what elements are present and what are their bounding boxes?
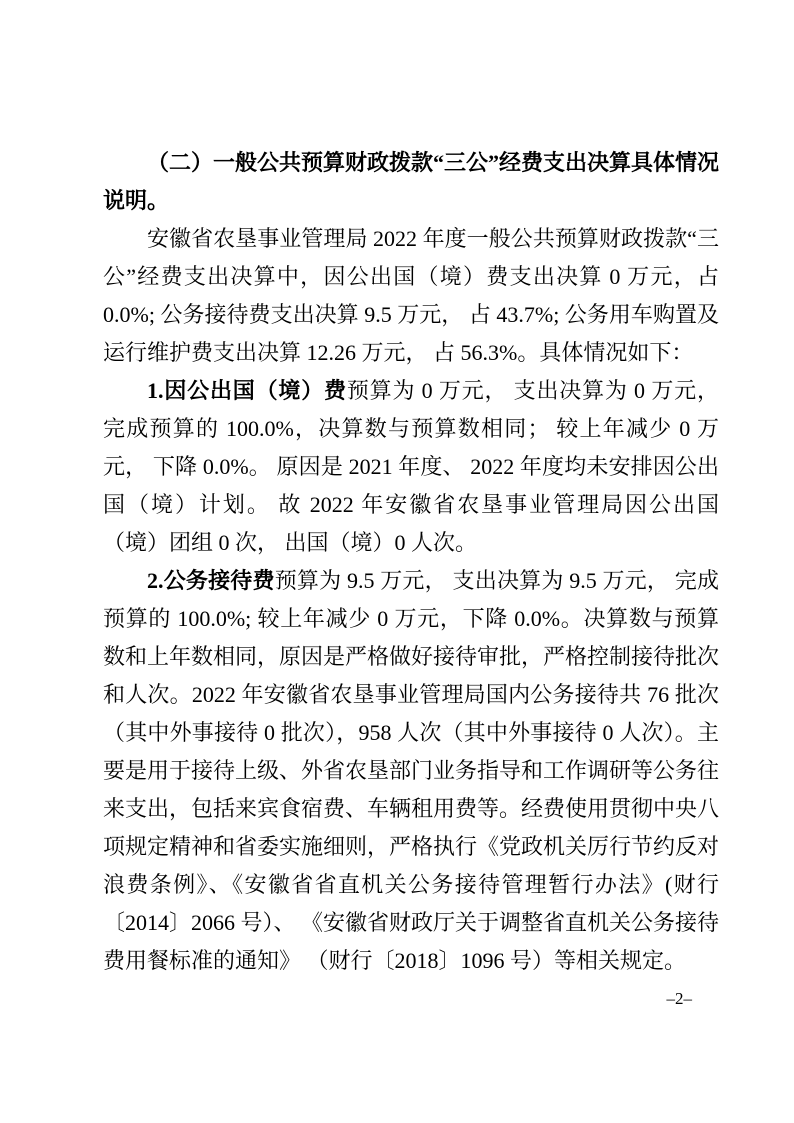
section-heading: （二）一般公共预算财政拨款“三公”经费支出决算具体情况说明。 <box>103 150 720 213</box>
paragraph-summary <box>103 220 719 372</box>
paragraph-text: 预算为 0 万元， 支出决算为 0 万元， 完成预算的 100.0%，决算数与预算数相同； 较上年减少 0 万元， 下降 0.0%。 原因是 2021 年度、 2022 年度均未安排因公出国（境）计划。 故 2022 年安徽省农垦事业管理局因公出国（境）团组 0 次， 出国（境）0 人次。 <box>103 378 719 555</box>
paragraph-item-2 <box>103 562 719 980</box>
paragraph-lead-bold: 2.公务接待费 <box>147 568 275 593</box>
paragraph-text: 预算为 9.5 万元， 支出决算为 9.5 万元， 完成预算的 100.0%; 较上年减少 0 万元，下降 0.0%。决算数与预算数和上年数相同，原因是严格做好接待审批，严格控制接待批次和人次。2022 年安徽省农垦事业管理局国内公务接待共 76 批次（其中外事接待 0 批次），958 人次（其中外事接待 0 人次）。主要是用于接待上级、外省农垦部门业务指导和工作调研等公务往来支出，包括来宾食宿费、车辆租用费等。经费使用贯彻中央八项规定精神和省委实施细则，严格执行《党政机关厉行节约反对浪费条例》、《安徽省省直机关公务接待管理暂行办法》(财行〔2014〕2066 号）、 《安徽省财政厅关于调整省直机关公务接待费用餐标准的通知》 （财行〔2018〕1096 号）等相关规定。 <box>103 568 720 973</box>
document-body <box>103 144 719 980</box>
paragraph-text: 安徽省农垦事业管理局 2022 年度一般公共预算财政拨款“三公”经费支出决算中，因公出国（境）费支出决算 0 万元，占 0.0%; 公务接待费支出决算 9.5 万元， 占 43.7%; 公务用车购置及运行维护费支出决算 12.26 万元， 占 56.3%。具体情况如下： <box>103 226 719 365</box>
paragraph-lead-bold: 1.因公出国（境）费 <box>147 378 347 403</box>
page-number: –2– <box>666 989 692 1008</box>
paragraph-item-1 <box>103 372 719 562</box>
